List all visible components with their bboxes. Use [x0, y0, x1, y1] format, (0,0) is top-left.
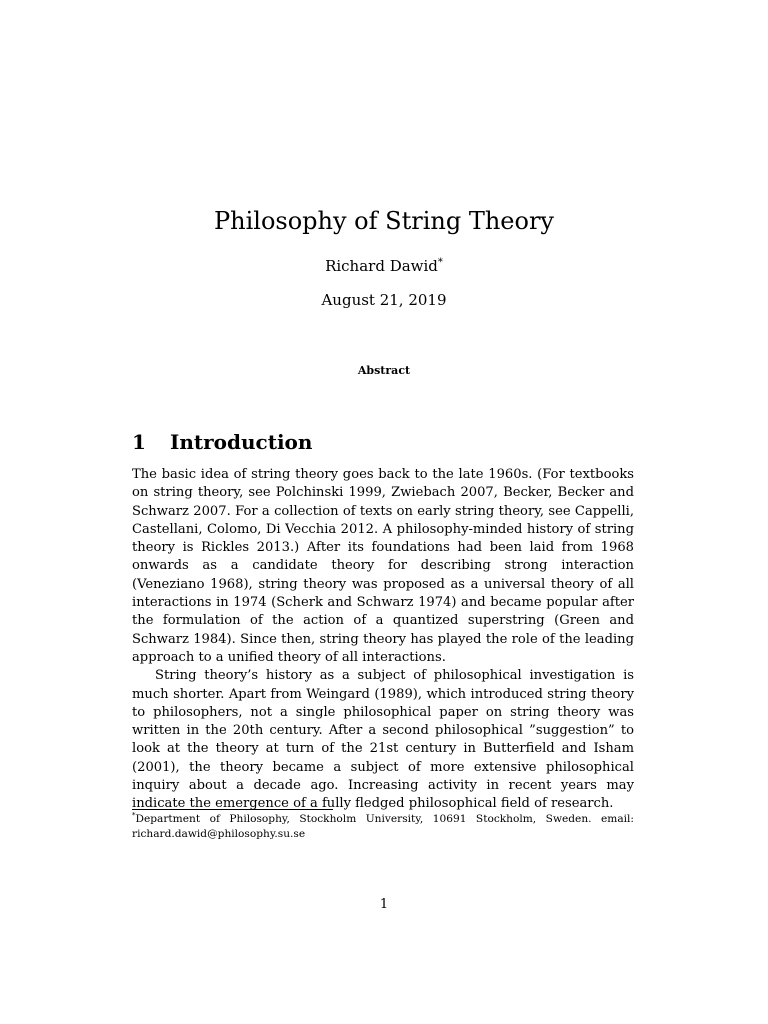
section-title: Introduction: [170, 430, 313, 454]
footnote: [132, 812, 634, 842]
author-name: Richard Dawid: [325, 257, 438, 275]
author-line: [0, 256, 768, 276]
footnote-rule: [132, 809, 333, 810]
paper-date: August 21, 2019: [321, 291, 447, 309]
section-heading: [132, 428, 312, 456]
section-body: [132, 466, 634, 814]
paragraph: String theory’s history as a subject of philosophical investigation is much shorter. Apart from Weingard (1989), which introduced string theory to philosophers, not a single philosophical paper on string theory was written in the 20th century. After a second philosophical ”suggestion” to look at the theory at turn of the 21st century in Butterfield and Isham (2001), the theory became a subject of more extensive philosophical inquiry about a decade ago. Increasing activity in recent years may indicate the emergence of a fully fledged philosophical field of research.: [132, 668, 634, 812]
abstract-heading: Abstract: [357, 364, 411, 377]
paper-title: Philosophy of String Theory: [214, 207, 554, 235]
page-number: 1: [379, 897, 389, 912]
paragraph: The basic idea of string theory goes back to the late 1960s. (For textbooks on string theory, see Polchinski 1999, Zwiebach 2007, Becker, Becker and Schwarz 2007. For a collection of texts on early string theory, see Cappelli, Castellani, Colomo, Di Vecchia 2012. A philosophy-minded history of string theory is Rickles 2013.) After its foundations had been laid from 1968 onwards as a candidate theory for describing strong interaction (Veneziano 1968), string theory was proposed as a universal theory of all interactions in 1974 (Scherk and Schwarz 1974) and became popular after the formulation of the action of a quantized superstring (Green and Schwarz 1984). Since then, string theory has played the role of the leading approach to a unified theory of all interactions.: [132, 467, 634, 665]
footnote-marker: *: [132, 811, 136, 820]
author-footnote-marker: *: [437, 257, 443, 268]
section-number: 1: [132, 430, 146, 454]
footnote-text: Department of Philosophy, Stockholm University, 10691 Stockholm, Sweden. email: richard.dawid@philosophy.su.se: [132, 813, 634, 840]
